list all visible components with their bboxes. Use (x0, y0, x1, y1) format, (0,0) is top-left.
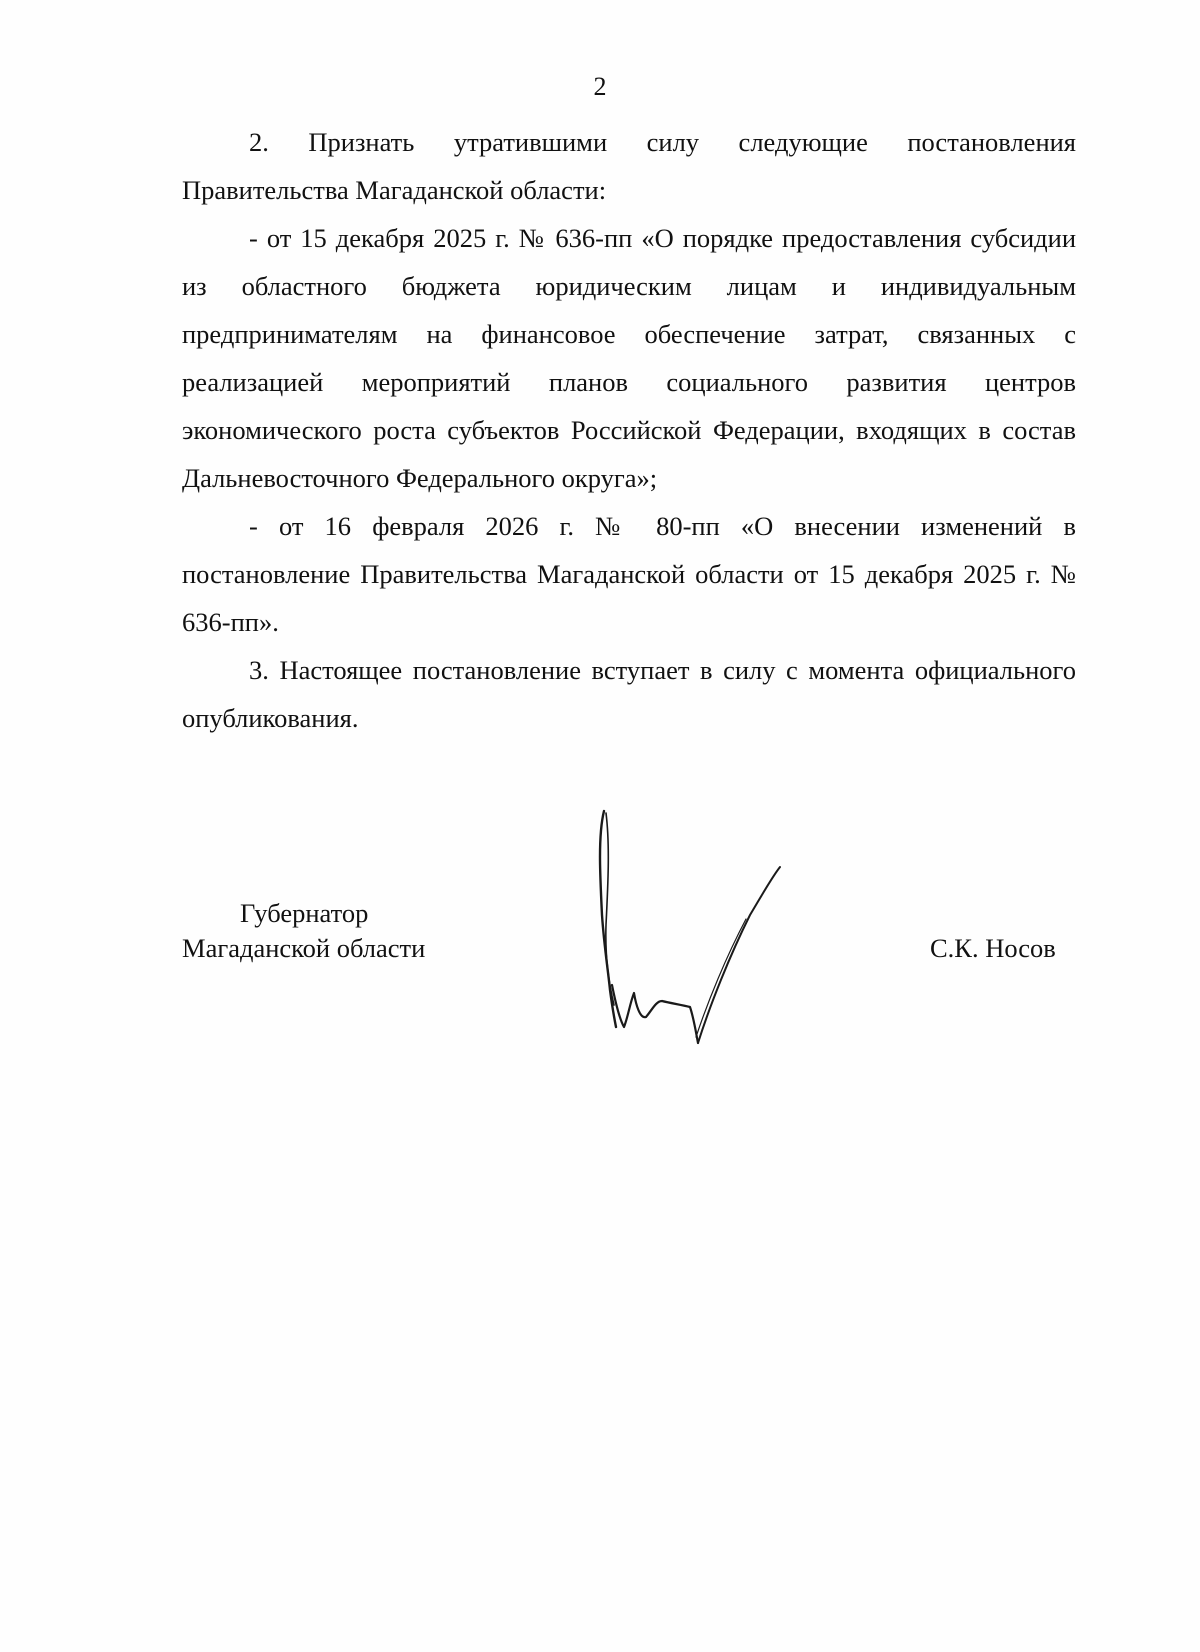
handwritten-signature (590, 805, 800, 1065)
signatory-position: Губернатор (240, 898, 369, 928)
signatory-region: Магаданской области (182, 933, 426, 963)
page-number: 2 (593, 72, 607, 101)
paragraph-repeal-item-1: - от 15 декабря 2025 г. № 636-пп «О порядке предоставления субсидии из областного бюджета юридическим лицам и индивидуальным предпринимателям на финансовое обеспечение затрат, связанных с реализацией мероприятий планов социального развития центров экономического роста субъектов Российской Федерации, входящих в состав Дальневосточного Федерального округа»; (182, 223, 1076, 493)
paragraph-repeal-item-2: - от 16 февраля 2026 г. № 80-пп «О внесении изменений в постановление Правительства Магаданской области от 15 декабря 2025 г. № 636-пп». (182, 511, 1076, 637)
signatory-name: С.К. Носов (930, 933, 1056, 963)
paragraph-repeal-intro: 2. Признать утратившими силу следующие постановления Правительства Магаданской области: (182, 127, 1076, 205)
paragraph-effective-date: 3. Настоящее постановление вступает в силу с момента официального опубликования. (182, 655, 1076, 733)
